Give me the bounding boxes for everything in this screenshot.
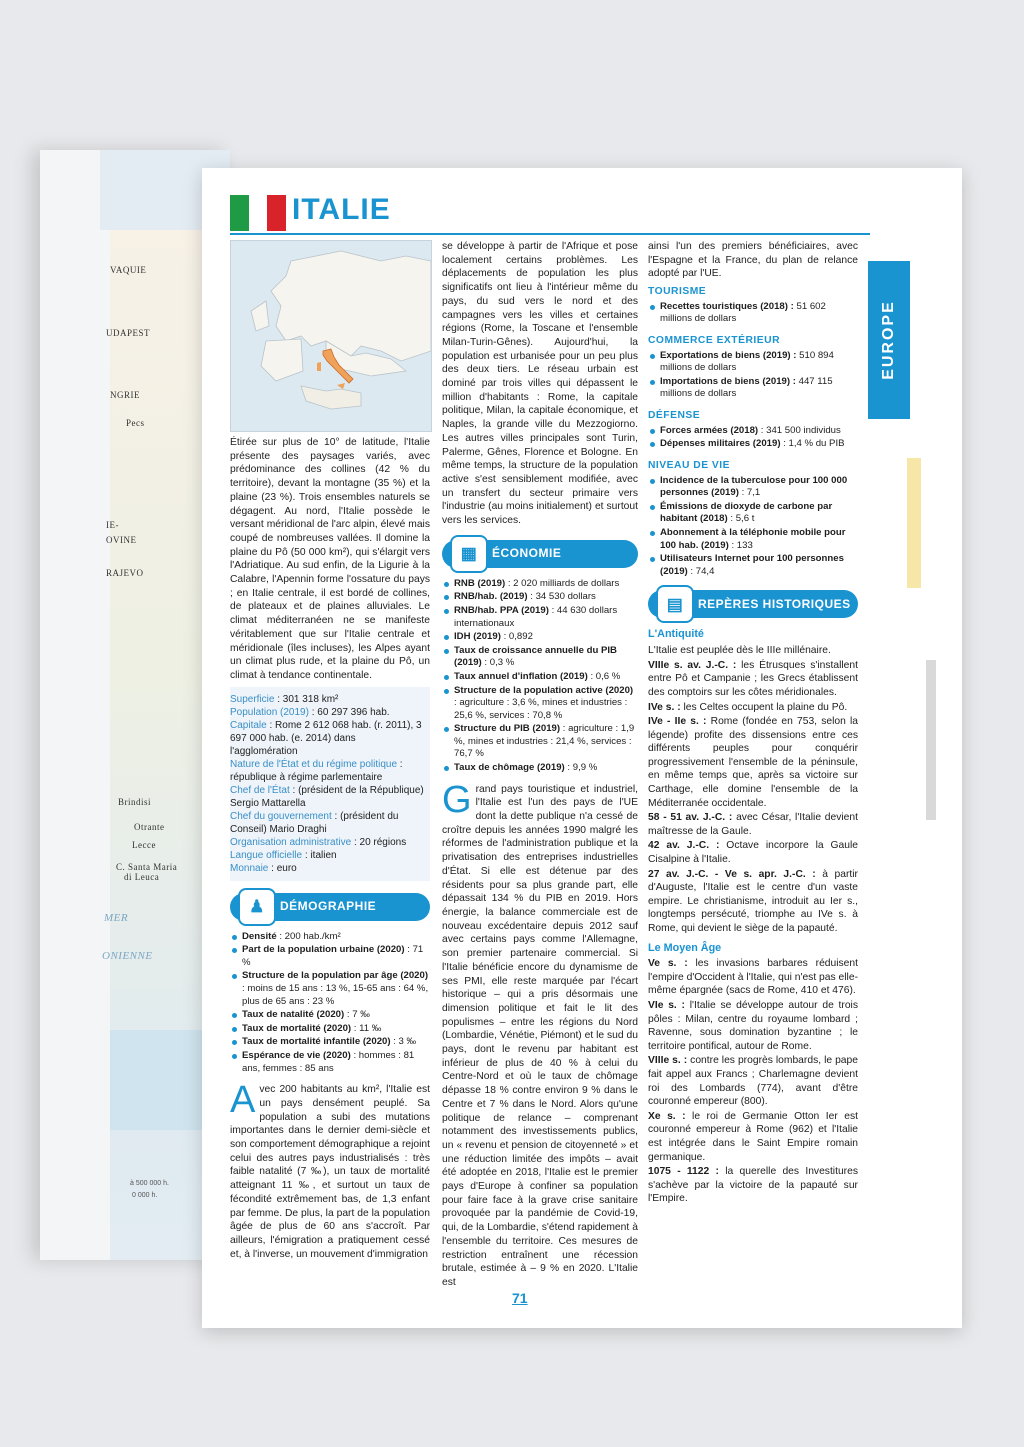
demographics-paragraph: Avec 200 habitants au km², l'Italie est un pays densément peuplé. Sa population a subi des mutations importantes dans le dernier demi-siècle et son comportement démographique a rejoint celui des autres pays industrialisés : très faible natalité (7 ‰), un taux de mortalité atteignant 11 ‰, et surtout un taux de fécondité extrêmement bas, de 1,3 enfant par femme. De plus, la part de la population âgée de plus de 60 ans s'accroît. Par ailleurs, l'émigration a pratiquement cessé et, à l'inverse, un mouvement d'immigration: [230, 1079, 430, 1260]
fact-row: Monnaie : euro: [230, 862, 297, 874]
list-item: Taux de mortalité (2020) : 11 ‰: [230, 1023, 430, 1036]
italy-flag-icon: [230, 195, 286, 231]
list-item: Taux annuel d'inflation (2019) : 0,6 %: [442, 671, 638, 684]
history-entry: VIe s. : l'Italie se développe autour de trois pôles : Milan, centre du royaume lombard ; Ravenne, sous domination byzantine ; le territoire pontifical, autour de Rome.: [648, 1000, 858, 1052]
drop-cap: G: [442, 778, 472, 821]
tourism-list: [648, 301, 858, 326]
column-right: [648, 240, 858, 1207]
list-item: RNB (2019) : 2 020 milliards de dollars: [442, 578, 638, 591]
list-item: Importations de biens (2019) : 447 115 millions de dollars: [648, 376, 858, 401]
page-title: ITALIE: [292, 193, 391, 226]
fact-row: Langue officielle : italien: [230, 849, 337, 861]
page-number: 71: [512, 1290, 528, 1306]
legend-item: à 500 000 h.: [130, 1180, 169, 1187]
list-item: Taux de croissance annuelle du PIB (2019) : 0,3 %: [442, 645, 638, 670]
yellow-sticky-tab: [907, 458, 921, 588]
section-header-reperes-historiques: ▤ REPÈRES HISTORIQUES: [648, 590, 858, 618]
facts-box: [230, 687, 430, 881]
living-standard-list: [648, 475, 858, 579]
people-icon: ♟: [238, 888, 276, 926]
list-item: RNB/hab. (2019) : 34 530 dollars: [442, 591, 638, 604]
europe-side-tab: [868, 261, 910, 419]
list-item: Dépenses militaires (2019) : 1,4 % du PIB: [648, 438, 858, 451]
list-item: RNB/hab. PPA (2019) : 44 630 dollars internationaux: [442, 605, 638, 630]
list-item: Forces armées (2018) : 341 500 individus: [648, 425, 858, 438]
atlas-page: [202, 168, 962, 1328]
title-bar: [230, 195, 870, 235]
fact-row: Capitale : Rome 2 612 068 hab. (r. 2011), 3 697 000 hab. (e. 2014) dans l'agglomération: [230, 719, 422, 757]
list-item: Exportations de biens (2019) : 510 894 millions de dollars: [648, 350, 858, 375]
fact-row: Superficie : 301 318 km²: [230, 693, 339, 705]
population-paragraph: se développe à partir de l'Afrique et pose localement certains problèmes. Les déplacements de population les plus significatifs ont lieu à l'intérieur même du pays, du sud vers le nord et des campagnes vers les villes et certaines régions (Rome, la Toscane et l'ensemble Milan-Turin-Gênes). Aujourd'hui, la population est urbanisée pour un peu plus des deux tiers. Le réseau urbain est dominé par trois villes qui dépassent le million d'habitants : Rome, la capitale politique, Milan, la capitale économique, et Naples, la grande ville du Mezzogiorno. Les autres villes principales sont Turin, Palerme, Gênes, Florence et Bologne. En même temps, la structure de la population active s'est sensiblement modifiée, avec un transfert du secteur primaire vers l'industrie (au moins initialement) et surtout vers les services.: [442, 241, 638, 527]
group-title: COMMERCE EXTÉRIEUR: [648, 335, 780, 346]
list-item: Taux de chômage (2019) : 9,9 %: [442, 762, 638, 775]
map-label: OVINE: [106, 535, 137, 545]
map-label: C. Santa Maria: [116, 862, 178, 872]
group-title: NIVEAU DE VIE: [648, 459, 731, 471]
map-label: IE-: [106, 520, 119, 530]
map-label: Lecce: [132, 840, 156, 850]
history-entry: 27 av. J.-C. - Ve s. apr. J.-C. : à partir d'Auguste, l'Italie est le centre d'un vaste empire. Le christianisme, introduit au Ier s., longtemps persécuté, triomphe au IVe s. à Rome, qui devient le siège de la papauté.: [648, 868, 858, 934]
history-entry: Xe s. : le roi de Germanie Otton Ier est couronné empereur à Rome (962) et l'Italie est intégrée dans le Saint Empire romain germanique.: [648, 1110, 858, 1163]
history-entry: 58 - 51 av. J.-C. : avec César, l'Italie devient maîtresse de la Gaule.: [648, 812, 858, 837]
map-label: Pecs: [126, 418, 145, 428]
group-title: DÉFENSE: [648, 410, 701, 422]
history-entry: VIIIe s. av. J.-C. : les Étrusques s'installent entre Pô et Campanie ; les Grecs établissent des comptoirs sur les côtes méridionales.: [648, 659, 858, 698]
list-item: Densité : 200 hab./km²: [230, 931, 430, 944]
map-label: Brindisi: [118, 797, 152, 807]
list-item: Taux de natalité (2020) : 7 ‰: [230, 1009, 430, 1022]
economy-paragraph: Grand pays touristique et industriel, l'Italie est l'un des pays de l'UE dont la dette publique n'a cessé de croître depuis les années 1990 malgré les réformes de l'administration publique et la privatisation des entreprises industrielles d'État. Si elle est détenue par des résidents pour sa plus grande part, elle dépassait 134 % du PIB en 2019. Hors énergie, la balance commerciale est de nouveau excédentaire depuis 2012 sauf avec certains pays comme l'Allemagne, son premier partenaire commercial. Si l'Italie bénéficie encore du dynamisme de ses PMI, elle reste marquée par l'écart historique – qui a pris désormais une dimension politique et fait le lit des populismes – entre les régions du Nord (Lombardie, Vénétie, Piémont) et le sud du pays, dont le revenu par habitant est inférieur de plus de 40 % à celui du Centre-Nord et où le taux de chômage dépasse 18 % contre environ 9 % dans le Centre et 7 % dans le Nord. Alors qu'une politique de relance – comprenant notamment des investissements publics, un « revenu et pension de citoyenneté » et une réduction limitée des impôts – avait été adoptée en 2018, l'Italie est le premier pays d'Europe à confiner sa population pour faire face à la grave crise sanitaire provoquée par la pandémie de Covid-19, qui, de la Lombardie, s'étend rapidement à l'ensemble du territoire. Ces mesures de restriction entraînent une récession brutale, estimée à – 9 % en 2020. L'Italie est: [442, 778, 638, 1288]
map-label: UDAPEST: [106, 328, 151, 338]
fact-row: Population (2019) : 60 297 396 hab.: [230, 706, 390, 718]
relance-paragraph: ainsi l'un des premiers bénéficiaires, avec l'Espagne et la France, du plan de relance adopté par l'UE.: [648, 241, 858, 280]
list-item: Structure de la population active (2020) : agriculture : 3,6 %, mines et industries : 25,6 %, services : 70,8 %: [442, 685, 638, 723]
section-header-economie: ▦ ÉCONOMIE: [442, 540, 638, 568]
history-entry: 1075 - 1122 : la querelle des Investitures s'achève par la victoire de la papauté sur l'Empire.: [648, 1166, 858, 1205]
list-item: IDH (2019) : 0,892: [442, 631, 638, 644]
trade-list: [648, 350, 858, 401]
sea-label: ONIENNE: [102, 950, 153, 962]
list-item: Abonnement à la téléphonie mobile pour 100 hab. (2019) : 133: [648, 527, 858, 552]
drop-cap: A: [230, 1079, 256, 1122]
europe-map-icon: [231, 241, 431, 431]
scroll-icon: ▤: [656, 585, 694, 623]
economy-list: [442, 578, 638, 775]
column-left: [230, 240, 430, 1265]
grid-icon: ▦: [450, 535, 488, 573]
history-entry: IVe s. : les Celtes occupent la plaine du Pô.: [648, 701, 848, 713]
defense-list: [648, 425, 858, 451]
list-item: Structure de la population par âge (2020) : moins de 15 ans : 13 %, 15-65 ans : 64 %, plus de 65 ans : 23 %: [230, 970, 430, 1008]
fact-row: Nature de l'État et du régime politique : république à régime parlementaire: [230, 758, 403, 783]
list-item: Taux de mortalité infantile (2020) : 3 ‰: [230, 1036, 430, 1049]
sea-label: MER: [104, 912, 129, 924]
europe-locator-map: [230, 240, 432, 432]
history-entry: L'Italie est peuplée dès le IIIe millénaire.: [648, 645, 831, 657]
fact-row: Chef du gouvernement : (président du Conseil) Mario Draghi: [230, 810, 399, 835]
column-middle: [442, 240, 638, 1294]
map-label: RAJEVO: [106, 568, 144, 578]
side-tab-label: EUROPE: [880, 300, 898, 380]
map-label: di Leuca: [124, 872, 160, 882]
demographics-list: [230, 931, 430, 1076]
list-item: Espérance de vie (2020) : hommes : 81 ans, femmes : 85 ans: [230, 1050, 430, 1075]
map-label: VAQUIE: [110, 265, 147, 275]
grey-sticky-tab: [926, 660, 936, 820]
history-subtitle: L'Antiquité: [648, 628, 704, 641]
map-label: Otrante: [134, 822, 165, 832]
history-entry: VIIIe s. : contre les progrès lombards, le pape fait appel aux Francs ; Charlemagne devient roi des Lombards (774), avant d'être couronné empereur (800).: [648, 1055, 858, 1108]
history-subtitle: Le Moyen Âge: [648, 941, 722, 954]
legend-item: 0 000 h.: [132, 1192, 158, 1199]
group-title: TOURISME: [648, 286, 707, 298]
intro-paragraph: Étirée sur plus de 10° de latitude, l'Italie présente des paysages variés, avec prédominance des collines (42 % du territoire), devant la montagne (35 %) et la plaine (23 %). Trois ensembles naturels se dégagent. Au nord, l'Italie possède le versant méridional de l'arc alpin, élevé mais coupé de nombreuses vallées. Il domine la plaine du Pô (50 000 km²), qui s'élargit vers l'Adriatique. Au sud enfin, de la Ligurie à la Calabre, l'Apennin forme l'ossature du pays ; en Italie centrale, il est bordé de collines, de plateaux et de plaines alluviales. Le climat méditerranéen ne se manifeste véritablement que sur l'Italie centrale et méridionale (îles incluses), les Alpes ayant un climat plus rude, et la plaine du Pô, un climat à tendance continentale.: [230, 437, 430, 681]
list-item: Part de la population urbaine (2020) : 71 %: [230, 944, 430, 969]
fact-row: Organisation administrative : 20 régions: [230, 836, 407, 848]
list-item: Émissions de dioxyde de carbone par habitant (2018) : 5,6 t: [648, 501, 858, 526]
history-entry: 42 av. J.-C. : Octave incorpore la Gaule Cisalpine à l'Italie.: [648, 840, 859, 866]
list-item: Utilisateurs Internet pour 100 personnes (2019) : 74,4: [648, 553, 858, 578]
list-item: Recettes touristiques (2018) : 51 602 millions de dollars: [648, 301, 858, 326]
map-label: NGRIE: [110, 390, 140, 400]
list-item: Incidence de la tuberculose pour 100 000 personnes (2019) : 7,1: [648, 475, 858, 500]
history-timeline: [648, 628, 858, 1206]
history-entry: IVe - IIe s. : Rome (fondée en 753, selon la légende) profite des dissensions entre ces différents peuples pour conquérir progressivement l'ensemble de la péninsule, en même temps que, après sa victoire sur Carthage, elle domine l'ensemble de la Méditerranée occidentale.: [648, 716, 858, 809]
history-entry: Ve s. : les invasions barbares réduisent l'empire d'Occident à l'Italie, qui n'est pas elle-même épargnée (sacs de Rome, 410 et 476).: [648, 958, 858, 997]
list-item: Structure du PIB (2019) : agriculture : 1,9 %, mines et industries : 21,4 %, services : 76,7 %: [442, 723, 638, 761]
fact-row: Chef de l'État : (président de la République) Sergio Mattarella: [230, 784, 424, 809]
section-header-demographie: ♟ DÉMOGRAPHIE: [230, 893, 430, 921]
